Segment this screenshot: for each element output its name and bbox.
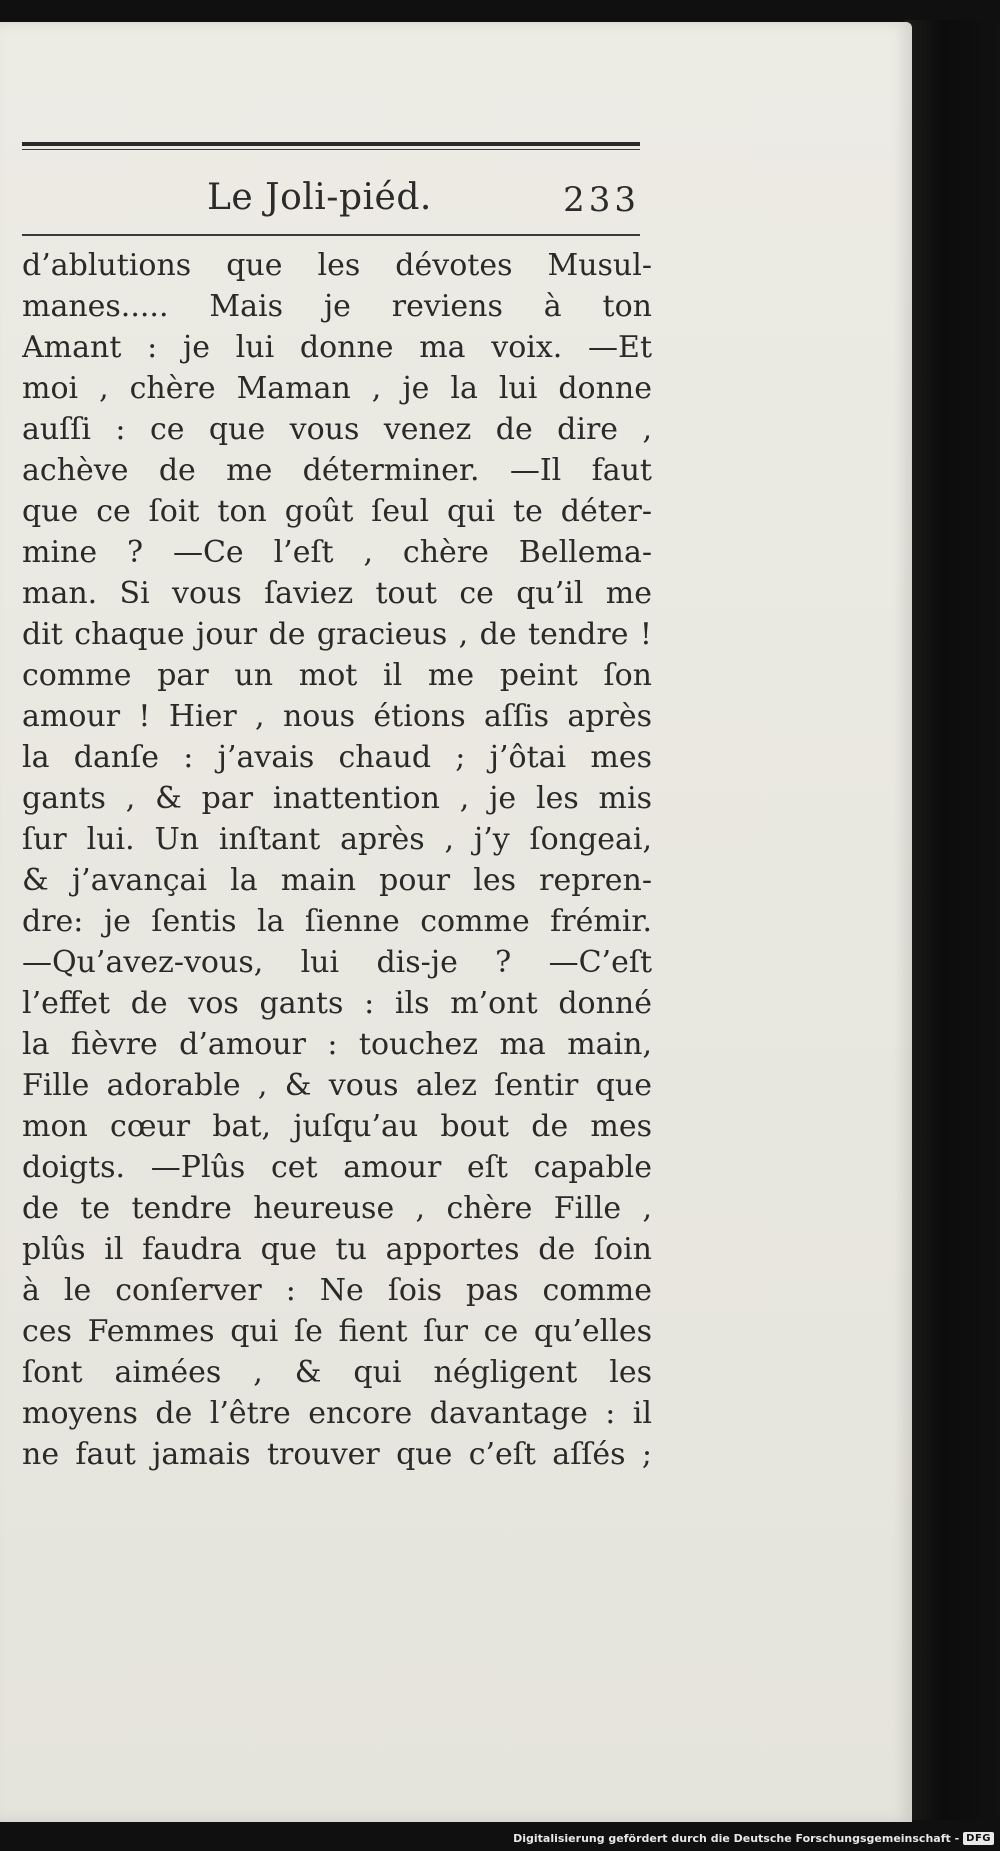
text-line: plûs il faudra que tu apportes de ſoin bbox=[22, 1232, 652, 1267]
text-line: à le conſerver : Ne ſois pas comme bbox=[22, 1273, 652, 1308]
header-rule-bottom bbox=[22, 234, 640, 236]
text-line: achève de me déterminer. —Il faut bbox=[22, 453, 652, 488]
text-line: la fièvre d’amour : touchez ma main, bbox=[22, 1027, 652, 1062]
text-line: mine ? —Ce l’eſt , chère Bellema- bbox=[22, 535, 652, 570]
text-line: de te tendre heureuse , chère Fille , bbox=[22, 1191, 652, 1226]
text-line: Fille adorable , & vous alez ſentir que bbox=[22, 1068, 652, 1103]
text-line: dre: je ſentis la ſienne comme frémir. bbox=[22, 904, 652, 939]
text-line: —Qu’avez-vous, lui dis-je ? —C’eſt bbox=[22, 945, 652, 980]
text-line: ſont aimées , & qui négligent les bbox=[22, 1355, 652, 1390]
body-text bbox=[22, 245, 652, 1475]
header-rule-thin bbox=[22, 149, 640, 150]
text-line: comme par un mot il me peint ſon bbox=[22, 658, 652, 693]
text-line: man. Si vous ſaviez tout ce qu’il me bbox=[22, 576, 652, 611]
text-line: manes..... Mais je reviens à ton bbox=[22, 289, 652, 324]
credit-text: Digitalisierung gefördert durch die Deutsche Forschungsgemeinschaft - bbox=[513, 1832, 960, 1845]
text-line: dit chaque jour de gracieus , de tendre ! bbox=[22, 617, 652, 652]
text-line: ne faut jamais trouver que c’eſt aſſés ; bbox=[22, 1437, 652, 1472]
header-rule-thick bbox=[22, 142, 640, 146]
text-line: que ce ſoit ton goût ſeul qui te déter- bbox=[22, 494, 652, 529]
scan-background-edge bbox=[905, 20, 1000, 1820]
text-line: mon cœur bat, juſqu’au bout de mes bbox=[22, 1109, 652, 1144]
text-line: doigts. —Plûs cet amour eſt capable bbox=[22, 1150, 652, 1185]
text-line: d’ablutions que les dévotes Musul- bbox=[22, 248, 652, 283]
text-line: amour ! Hier , nous étions aſſis après bbox=[22, 699, 652, 734]
text-line: auſſi : ce que vous venez de dire , bbox=[22, 412, 652, 447]
text-line: ſur lui. Un inſtant après , j’y ſongeai, bbox=[22, 822, 652, 857]
running-head-title: Le Joli-piéd. bbox=[207, 177, 432, 218]
dfg-logo-icon: DFG bbox=[963, 1832, 994, 1845]
text-line: Amant : je lui donne ma voix. —Et bbox=[22, 330, 652, 365]
text-line: ces Femmes qui ſe fient ſur ce qu’elles bbox=[22, 1314, 652, 1349]
running-head bbox=[22, 176, 640, 228]
text-line: moyens de l’être encore davantage : il bbox=[22, 1396, 652, 1431]
text-line: l’effet de vos gants : ils m’ont donné bbox=[22, 986, 652, 1021]
digitization-credit bbox=[513, 1832, 994, 1845]
text-line: la danſe : j’avais chaud ; j’ôtai mes bbox=[22, 740, 652, 775]
text-line: moi , chère Maman , je la lui donne bbox=[22, 371, 652, 406]
text-line: gants , & par inattention , je les mis bbox=[22, 781, 652, 816]
text-line: & j’avançai la main pour les repren- bbox=[22, 863, 652, 898]
page-number: 233 bbox=[563, 180, 640, 220]
